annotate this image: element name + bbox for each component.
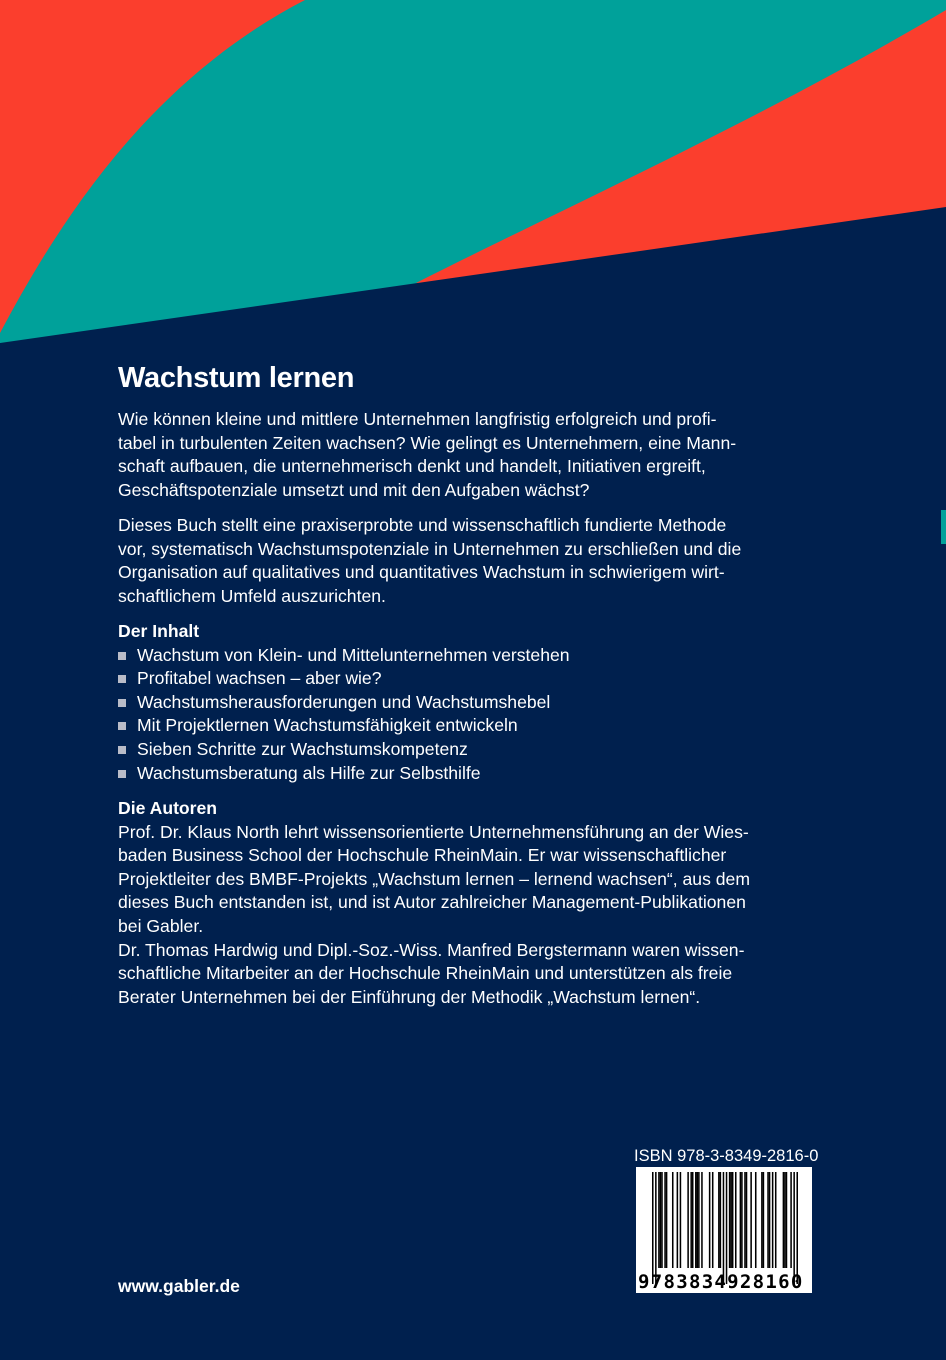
- spine-mark: [941, 510, 946, 544]
- barcode-bar: [697, 1172, 699, 1268]
- barcode-bar: [786, 1172, 788, 1268]
- list-item: [118, 691, 570, 715]
- isbn-label: ISBN 978-3-8349-2816-0: [634, 1147, 819, 1165]
- list-item-text: Mit Projektlernen Wachstumsfähigkeit entwickeln: [137, 715, 518, 736]
- barcode-bar: [772, 1172, 774, 1268]
- text-line: vor, systematisch Wachstumspotenziale in Unternehmen zu erschließen und die: [118, 538, 742, 559]
- barcode-bar: [783, 1172, 785, 1268]
- bullet-square-icon: [118, 699, 126, 707]
- barcode-bar: [761, 1172, 763, 1268]
- list-item-text: Wachstum von Klein- und Mittelunternehmen verstehen: [137, 644, 570, 665]
- barcode-bar: [677, 1172, 679, 1268]
- barcode-bar: [655, 1172, 657, 1284]
- text-line: Wie können kleine und mittlere Unternehmen langfristig erfolgreich und profi-: [118, 409, 717, 429]
- book-title: Wachstum lernen: [118, 362, 355, 394]
- list-item: [118, 714, 570, 738]
- barcode-bar: [796, 1172, 798, 1284]
- text-line: bei Gabler.: [118, 915, 204, 936]
- publisher-url: www.gabler.de: [118, 1276, 240, 1296]
- text-line: tabel in turbulenten Zeiten wachsen? Wie gelingt es Unternehmern, eine Mann-: [118, 432, 737, 453]
- barcode-bar: [793, 1172, 795, 1284]
- bullet-square-icon: [118, 770, 126, 778]
- barcode-bar: [666, 1172, 668, 1268]
- authors-heading: Die Autoren: [118, 798, 218, 818]
- barcode-bar: [695, 1172, 697, 1268]
- barcode-bar: [660, 1172, 662, 1268]
- list-item: [118, 762, 570, 786]
- intro-paragraph: [118, 408, 736, 502]
- barcode-bar: [769, 1172, 771, 1268]
- list-item-text: Profitabel wachsen – aber wie?: [137, 668, 382, 689]
- text-line: dieses Buch entstanden ist, und ist Autor zahlreicher Management-Publikationen: [118, 892, 746, 913]
- barcode-bar: [712, 1172, 714, 1268]
- barcode-bar: [680, 1172, 682, 1268]
- bullet-square-icon: [118, 652, 126, 660]
- barcode-bar: [698, 1172, 700, 1268]
- barcode-bar: [740, 1172, 742, 1268]
- barcode-bar: [652, 1172, 654, 1284]
- barcode-bar: [729, 1172, 731, 1268]
- barcode-bar: [658, 1172, 660, 1268]
- barcode-bar: [735, 1172, 737, 1268]
- barcode-bar: [750, 1172, 752, 1268]
- barcode-bar: [744, 1172, 746, 1268]
- barcode-bar: [775, 1172, 777, 1268]
- barcode-bar: [763, 1172, 765, 1268]
- contents-section: [118, 620, 570, 785]
- barcode-bar: [746, 1172, 748, 1268]
- barcode-bar: [687, 1172, 689, 1268]
- barcode-bar: [767, 1172, 769, 1268]
- barcode-bar: [692, 1172, 694, 1268]
- authors-section: [118, 797, 750, 1009]
- barcode-digits: 9783834928160: [638, 1271, 804, 1293]
- barcode-bar: [720, 1172, 722, 1268]
- barcode-bar: [672, 1172, 674, 1268]
- contents-heading: Der Inhalt: [118, 621, 200, 641]
- text-line: Geschäftspotenziale umsetzt und mit den Aufgaben wächst?: [118, 479, 590, 500]
- barcode-bar: [718, 1172, 720, 1268]
- text-line: baden Business School der Hochschule RheinMain. Er war wissenschaftlicher: [118, 845, 727, 866]
- text-line: Organisation auf qualitatives und quantitatives Wachstum in schwierigem wirt-: [118, 562, 725, 583]
- text-line: Dieses Buch stellt eine praxiserprobte und wissenschaftlich fundierte Methode: [118, 515, 727, 535]
- barcode-bar: [741, 1172, 743, 1268]
- barcode-bar: [723, 1172, 725, 1284]
- text-line: schaftliche Mitarbeiter an der Hochschule RheinMain und unterstützen als freie: [118, 963, 733, 984]
- text-line: Dr. Thomas Hardwig und Dipl.-Soz.-Wiss. Manfred Bergstermann waren wissen-: [118, 939, 745, 960]
- description-paragraph: [118, 514, 741, 608]
- list-item-text: Sieben Schritte zur Wachstumskompetenz: [137, 738, 468, 759]
- barcode-bar: [790, 1172, 792, 1268]
- barcode-bar: [701, 1172, 703, 1268]
- bullet-square-icon: [118, 675, 126, 683]
- barcode-bar: [732, 1172, 734, 1268]
- bullet-square-icon: [118, 746, 126, 754]
- barcode-bar: [784, 1172, 786, 1268]
- barcode-bar: [690, 1172, 692, 1268]
- barcode-bar: [664, 1172, 666, 1268]
- barcode-bar: [726, 1172, 728, 1284]
- text-line: Prof. Dr. Klaus North lehrt wissensorientierte Unternehmensführung an der Wies-: [118, 821, 749, 842]
- list-item-text: Wachstumsherausforderungen und Wachstumshebel: [137, 691, 551, 712]
- text-line: schaftlichem Umfeld auszurichten.: [118, 585, 386, 606]
- text-line: schaft aufbauen, die unternehmerisch denkt und handelt, Initiativen ergreift,: [118, 456, 706, 477]
- list-item: [118, 667, 570, 691]
- bullet-square-icon: [118, 722, 126, 730]
- barcode: [636, 1167, 812, 1293]
- list-item: [118, 738, 570, 762]
- barcode-bar: [755, 1172, 757, 1268]
- barcode-bar: [730, 1172, 732, 1268]
- cover-graphic: [0, 0, 946, 360]
- text-line: Projektleiter des BMBF-Projekts „Wachstum lernen – lernend wachsen“, aus dem: [118, 868, 751, 889]
- list-item-text: Wachstumsberatung als Hilfe zur Selbsthilfe: [137, 762, 481, 783]
- text-line: Berater Unternehmen bei der Einführung der Methodik „Wachstum lernen“.: [118, 986, 701, 1007]
- barcode-bar: [709, 1172, 711, 1268]
- barcode-bar: [661, 1172, 663, 1268]
- list-item: [118, 644, 570, 668]
- barcode-bars: [652, 1172, 798, 1284]
